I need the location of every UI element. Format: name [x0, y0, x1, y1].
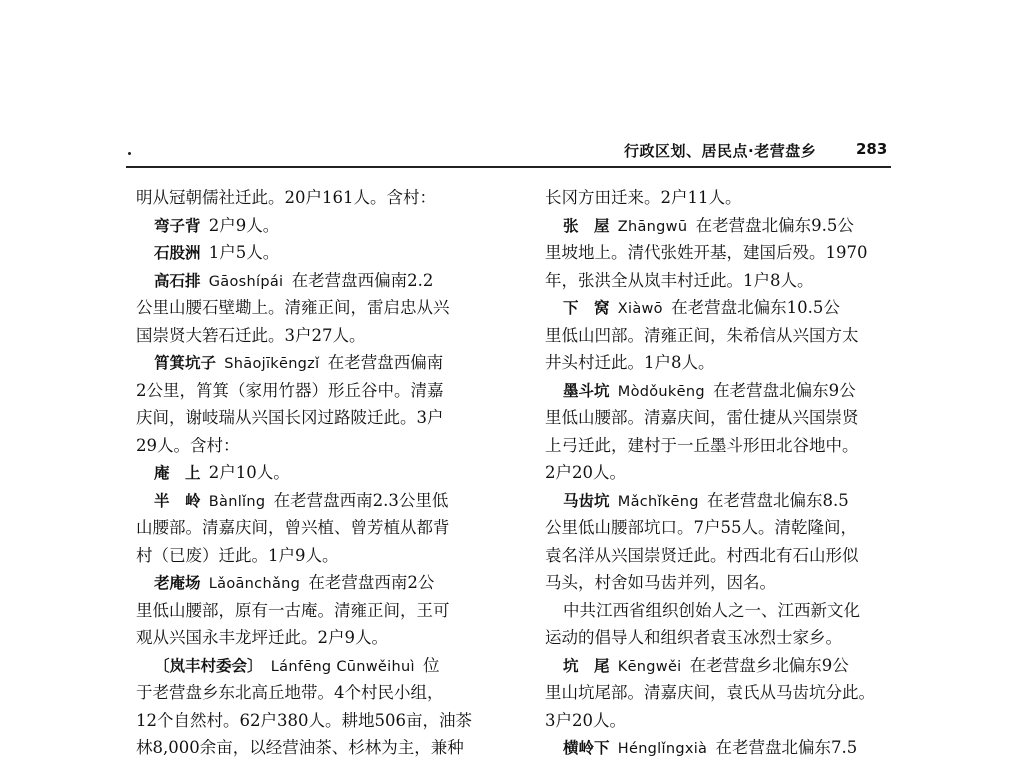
- entry-text: 庆间，谢岐瑞从兴国长冈过路陂迁此。3户: [136, 408, 444, 427]
- entry-pinyin: Bànlǐng: [208, 493, 266, 510]
- entry-pinyin: Xiàwō: [617, 301, 663, 317]
- text-line: [545, 652, 907, 680]
- entry-text: 里低山腰部。清嘉庆间，雷仕捷从兴国崇贤: [545, 408, 859, 427]
- entry-name: 〔岚丰村委会〕: [154, 656, 263, 675]
- entry-text: 在老营盘北偏东9.5公: [695, 215, 854, 235]
- text-line: [545, 212, 907, 240]
- entry-name: 张 屋: [563, 216, 610, 235]
- entry-text: 在老营盘西偏南: [327, 353, 444, 372]
- text-line: [136, 459, 498, 487]
- entry-name: 坑 尾: [563, 656, 610, 675]
- text-line: [545, 734, 907, 762]
- entry-text: 公里低山腰部坑口。7户55人。清乾隆间，: [545, 518, 857, 537]
- text-line: [545, 432, 907, 460]
- text-line: [545, 679, 907, 707]
- entry-text: 1户5人。: [208, 243, 280, 262]
- entry-pinyin: Mǎchǐkēng: [617, 493, 699, 510]
- text-line: [136, 322, 498, 350]
- text-line: [136, 267, 498, 295]
- page-number: 283: [856, 140, 888, 158]
- text-line: [136, 624, 498, 652]
- entry-pinyin: Zhāngwū: [617, 218, 688, 235]
- text-line: [136, 652, 498, 680]
- entry-pinyin: Gāoshípái: [208, 273, 284, 290]
- entry-name: 弯子背: [154, 216, 201, 235]
- entry-name: 高石排: [154, 271, 201, 290]
- text-line: [545, 239, 907, 267]
- text-line: [136, 404, 498, 432]
- entry-text: 3户20人。: [545, 710, 626, 730]
- running-header-title: 行政区划、居民点·老营盘乡: [624, 142, 817, 160]
- entry-text: 马头，村舍如马齿并列，因名。: [545, 573, 776, 592]
- entry-pinyin: Hénglǐngxià: [617, 741, 708, 757]
- left-text-column: [136, 184, 498, 762]
- text-line: [136, 377, 498, 405]
- entry-pinyin: Lǎoānchǎng: [208, 576, 301, 592]
- entry-text: 里低山腰部，原有一古庵。清雍正间，王可: [136, 600, 450, 620]
- text-line: [136, 542, 498, 570]
- text-line: [545, 294, 907, 322]
- text-line: [136, 707, 498, 735]
- entry-text: 山腰部。清嘉庆间，曾兴植、曾芳植从都背: [136, 518, 450, 537]
- entry-text: 在老营盘西偏南2.2: [291, 270, 434, 290]
- entry-text: 国崇贤大箬石迁此。3户27人。: [136, 325, 366, 345]
- text-line: [545, 267, 907, 295]
- entry-text: 运动的倡导人和组织者袁玉冰烈士家乡。: [545, 628, 842, 647]
- text-line: [545, 487, 907, 515]
- text-line: [136, 514, 498, 542]
- text-line: [136, 212, 498, 240]
- running-header: [0, 138, 1024, 168]
- text-line: [136, 597, 498, 625]
- entry-text: 2户9人。: [208, 215, 280, 235]
- entry-text: 在老营盘北偏东9公: [713, 380, 856, 400]
- entry-text: 年，张洪全从岚丰村迁此。1户8人。: [545, 270, 814, 290]
- entry-text: 观从兴国永丰龙坪迁此。2户9人。: [136, 628, 388, 647]
- text-line: [136, 294, 498, 322]
- text-line: [545, 597, 907, 625]
- text-line: [545, 624, 907, 652]
- entry-text: 袁名洋从兴国崇贤迁此。村西北有石山形似: [545, 545, 859, 565]
- entry-text: 中共江西省组织创始人之一、江西新文化: [563, 600, 860, 620]
- entry-name: 墨斗坑: [563, 381, 610, 400]
- text-line: [136, 734, 498, 762]
- entry-name: 横岭下: [563, 739, 610, 757]
- entry-text: 长冈方田迁来。2户11人。: [545, 188, 742, 207]
- entry-text: 在老营盘西南2.3公里低: [273, 490, 449, 510]
- text-line: [545, 404, 907, 432]
- entry-text: 在老营盘西南2公: [308, 573, 435, 592]
- entry-pinyin: Kēngwěi: [617, 658, 682, 675]
- text-line: [545, 377, 907, 405]
- entry-pinyin: Mòdǒukēng: [617, 383, 705, 400]
- text-line: [136, 432, 498, 460]
- entry-name: 半 岭: [154, 491, 201, 510]
- text-line: [136, 569, 498, 597]
- text-line: [545, 322, 907, 350]
- entry-name: 筲箕坑子: [154, 354, 217, 372]
- entry-pinyin: Shāojīkēngzǐ: [224, 356, 320, 372]
- entry-text: 村（已废）迁此。1户9人。: [136, 545, 339, 565]
- entry-text: 2户20人。: [545, 463, 626, 482]
- entry-pinyin: Lánfēng Cūnwěihuì: [270, 658, 415, 675]
- entry-text: 2户10人。: [208, 463, 290, 482]
- entry-text: 于老营盘乡东北高丘地带。4个村民小组，: [136, 683, 444, 702]
- entry-name: 庵 上: [154, 464, 201, 482]
- entry-text: 上弓迁此，建村于一丘墨斗形田北谷地中。: [545, 435, 859, 455]
- text-line: [545, 514, 907, 542]
- header-rule: [126, 166, 891, 168]
- entry-text: 里山坑尾部。清嘉庆间，袁氏从马齿坑分此。: [545, 683, 875, 702]
- entry-text: 2公里，筲箕（家用竹器）形丘谷中。清嘉: [136, 380, 444, 400]
- text-line: [136, 349, 498, 377]
- entry-name: 马齿坑: [563, 491, 610, 510]
- text-line: [136, 487, 498, 515]
- text-line: [545, 707, 907, 735]
- text-line: [545, 542, 907, 570]
- entry-text: 在老营盘北偏东10.5公: [671, 298, 840, 317]
- text-line: [545, 184, 907, 212]
- right-text-column: [545, 184, 907, 762]
- entry-text: 在老营盘北偏东8.5: [707, 490, 849, 510]
- entry-name: 石股洲: [154, 244, 201, 262]
- entry-text: 在老营盘乡北偏东9公: [689, 655, 849, 675]
- entry-text: 公里山腰石壁墈上。清雍正间，雷启忠从兴: [136, 298, 450, 317]
- text-line: [136, 679, 498, 707]
- entry-text: 29人。含村：: [136, 435, 240, 455]
- entry-name: 老庵场: [154, 574, 201, 592]
- entry-text: 里坡地上。清代张姓开基，建国后殁。1970: [545, 243, 868, 262]
- entry-text: 位: [423, 655, 440, 675]
- margin-dot: [128, 152, 131, 155]
- entry-text: 在老营盘北偏东7.5: [715, 738, 858, 757]
- entry-text: 12个自然村。62户380人。耕地506亩，油茶: [136, 710, 472, 730]
- text-line: [545, 459, 907, 487]
- text-line: [136, 184, 498, 212]
- text-line: [545, 569, 907, 597]
- text-line: [136, 239, 498, 267]
- entry-text: 井头村迁此。1户8人。: [545, 353, 715, 372]
- text-line: [545, 349, 907, 377]
- entry-text: 林8,000余亩，以经营油茶、杉林为主，兼种: [136, 738, 464, 757]
- entry-text: 里低山凹部。清雍正间，朱希信从兴国方太: [545, 325, 859, 345]
- entry-text: 明从冠朝儒社迁此。20户161人。含村：: [136, 188, 436, 207]
- entry-name: 下 窝: [563, 299, 610, 317]
